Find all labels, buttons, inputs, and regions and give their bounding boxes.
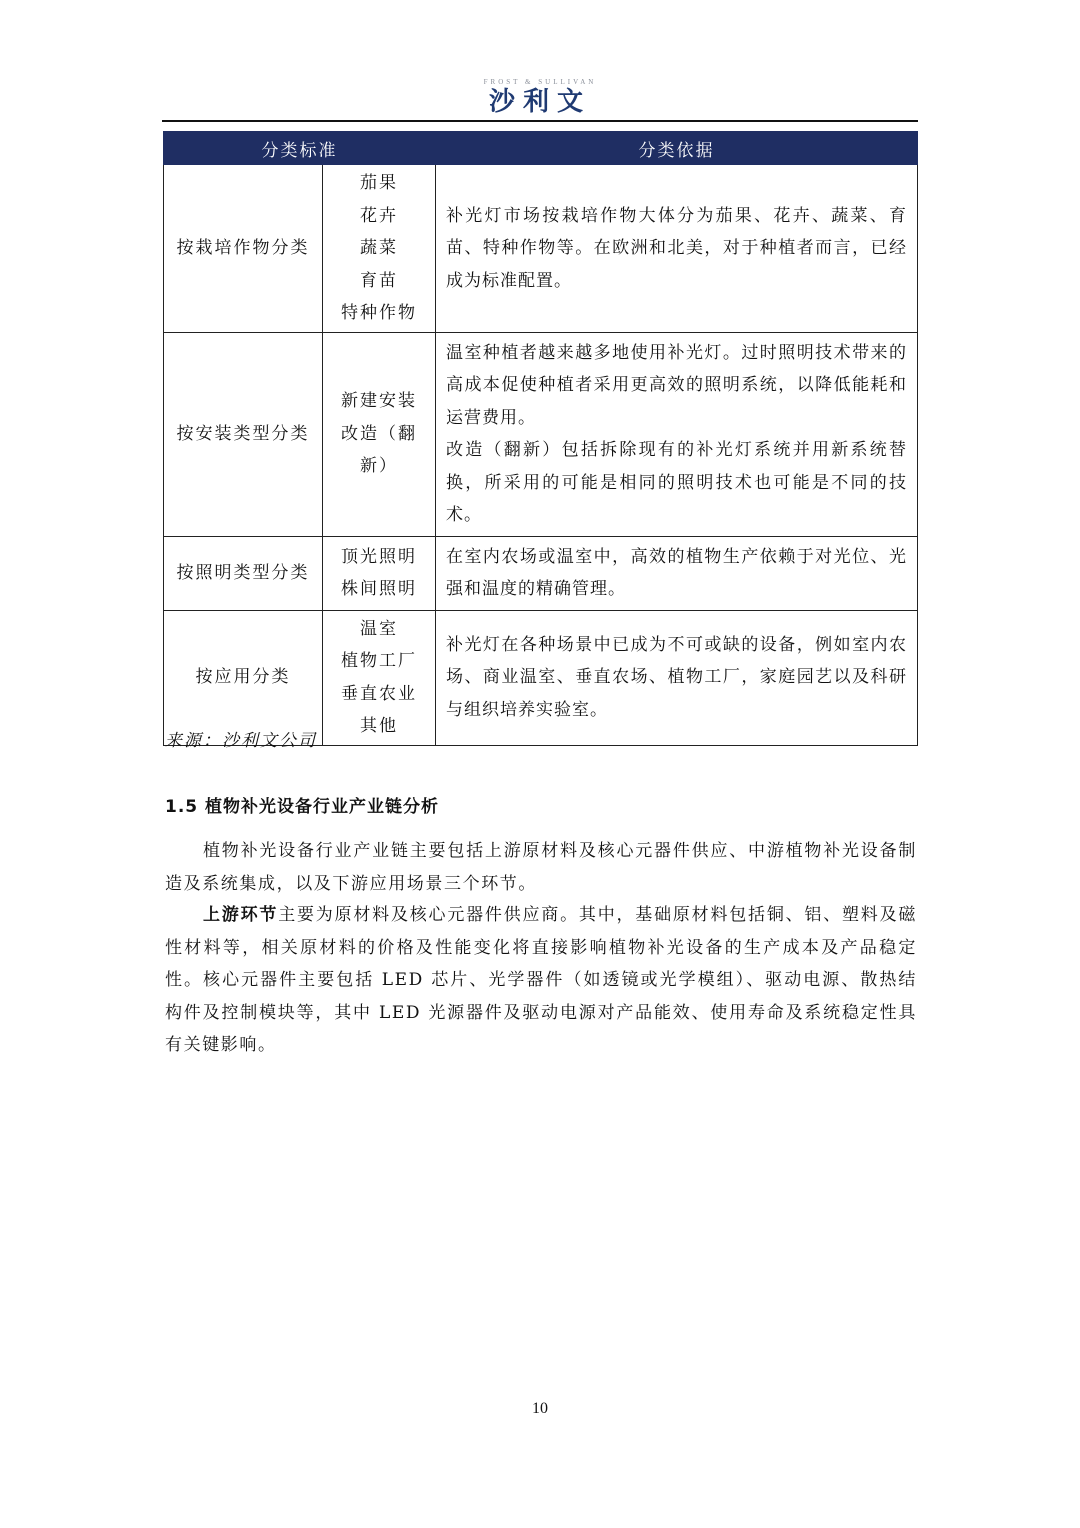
table-row — [164, 536, 918, 610]
table-row — [164, 332, 918, 536]
logo-english: FROST & SULLIVAN — [483, 78, 597, 86]
type-item: 温室 — [360, 618, 398, 639]
type-item: 改造（翻 — [341, 423, 417, 444]
basis-text: 改造（翻新）包括拆除现有的补光灯系统并用新系统替换，所采用的可能是相同的照明技术也可能是不同的技术。 — [446, 440, 907, 525]
paragraph-overview: 植物补光设备行业产业链主要包括上游原材料及核心元器件供应、中游植物补光设备制造及系统集成，以及下游应用场景三个环节。 — [165, 841, 917, 894]
table-row — [164, 165, 918, 333]
type-item: 茄果 — [360, 173, 398, 193]
section-heading: 1.5 植物补光设备行业产业链分析 — [165, 797, 440, 817]
criterion-cell: 按应用分类 — [164, 610, 323, 745]
basis-text: 补光灯在各种场景中已成为不可或缺的设备，例如室内农场、商业温室、垂直农场、植物工厂，家庭园艺以及科研与组织培养实验室。 — [446, 634, 907, 720]
types-cell — [323, 536, 436, 610]
logo-chinese: 沙利文 — [488, 87, 591, 117]
page-number: 10 — [532, 1400, 548, 1417]
types-cell — [323, 165, 436, 333]
type-item: 花卉 — [360, 205, 398, 226]
type-item: 株间照明 — [341, 579, 417, 599]
type-item: 新） — [360, 456, 398, 477]
paragraph-upstream — [165, 899, 917, 1062]
upstream-text: 主要为原材料及核心元器件供应商。其中，基础原材料包括铜、铝、塑料及磁性材料等，相关原材料的价格及性能变化将直接影响植物补光设备的生产成本及产品稳定性。核心元器件主要包括 LED 芯片、光学器件（如透镜或光学模组）、驱动电源、散热结构件及控制模块等，其中 LED 光源器件及驱动电源对产品能效、使用寿命及系统稳定性具有关键影响。 — [165, 905, 917, 1055]
type-item: 顶光照明 — [341, 546, 417, 567]
types-cell — [323, 332, 436, 536]
basis-text: 温室种植者越来越多地使用补光灯。过时照明技术带来的高成本促使种植者采用更高效的照明系统，以降低能耗和运营费用。 — [446, 342, 907, 428]
basis-cell — [436, 536, 918, 610]
type-item: 植物工厂 — [341, 651, 417, 671]
column-header-criterion: 分类标准 — [164, 132, 436, 165]
column-header-basis: 分类依据 — [436, 132, 918, 165]
type-item: 特种作物 — [341, 303, 417, 323]
basis-cell — [436, 610, 918, 745]
table-source-note: 来源：沙利文公司 — [165, 731, 317, 751]
types-cell — [323, 610, 436, 745]
basis-text: 在室内农场或温室中，高效的植物生产依赖于对光位、光强和温度的精确管理。 — [446, 546, 907, 599]
type-item: 垂直农业 — [341, 683, 417, 704]
basis-cell — [436, 332, 918, 536]
type-item: 新建安装 — [341, 391, 417, 412]
header-divider — [162, 120, 918, 122]
type-item: 育苗 — [360, 270, 398, 291]
table-row — [164, 610, 918, 745]
classification-table — [163, 131, 918, 746]
type-item: 蔬菜 — [360, 238, 398, 258]
upstream-term: 上游环节 — [203, 905, 279, 925]
criterion-cell: 按安装类型分类 — [164, 332, 323, 536]
table-header-row — [164, 132, 918, 165]
page-header — [0, 78, 1080, 117]
type-item: 其他 — [360, 716, 398, 736]
basis-text: 补光灯市场按栽培作物大体分为茄果、花卉、蔬菜、育苗、特种作物等。在欧洲和北美，对于种植者而言，已经成为标准配置。 — [446, 205, 907, 291]
criterion-cell: 按照明类型分类 — [164, 536, 323, 610]
basis-cell — [436, 165, 918, 333]
criterion-cell: 按栽培作物分类 — [164, 165, 323, 333]
